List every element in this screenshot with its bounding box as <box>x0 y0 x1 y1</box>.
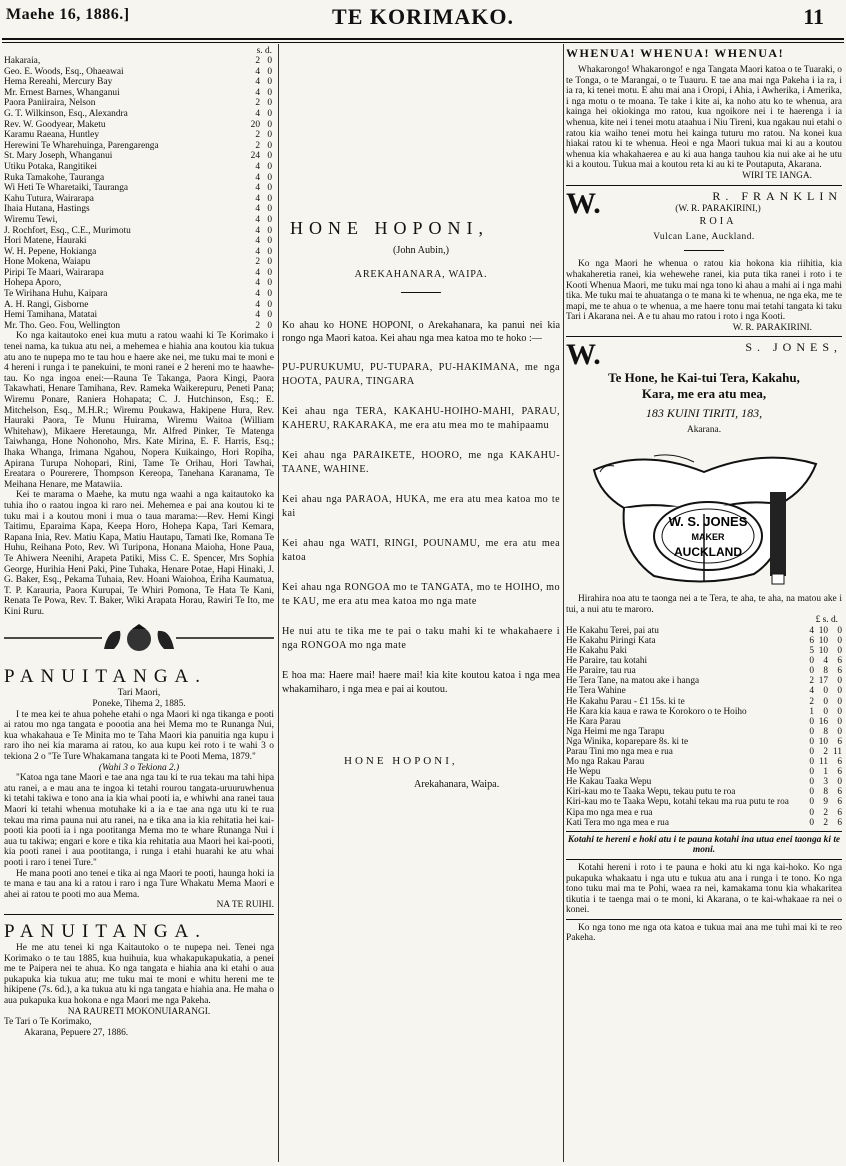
price-item: He Tera Tane, na matou ake i hanga <box>566 676 700 687</box>
pence-value: 0 <box>267 289 272 300</box>
pence-value: 0 <box>267 66 272 77</box>
subscriber-name: A. H. Rangi, Gisborne <box>4 299 89 310</box>
notice-footer-date: Akarana, Pepuere 27, 1886. <box>24 1027 129 1038</box>
subscriber-name: Rev. W. Goodyear, Maketu <box>4 119 106 130</box>
subscriber-name: Karamu Raeana, Huntley <box>4 130 100 141</box>
price-row <box>566 686 842 696</box>
hone-hoponi-sign-name: HONE HOPONI, <box>344 755 458 768</box>
notice-signature: NA RAURETI MOKONUIARANGI. <box>67 1006 211 1017</box>
price-row <box>566 747 842 757</box>
pence-value: 0 <box>267 320 272 331</box>
subscription-col-heads: s. d. <box>256 46 272 56</box>
pence-value: 6 <box>837 666 842 677</box>
pounds-value: 2 <box>809 676 814 687</box>
pence-value: 0 <box>267 140 272 151</box>
price-item: Nga Heimi me nga Tarapu <box>566 726 665 737</box>
shillings-value: 2 <box>823 807 828 818</box>
subscription-row <box>4 321 274 332</box>
price-row <box>566 818 842 828</box>
shillings-value: 4 <box>255 310 260 321</box>
price-item: He Kakahu Parau - £1 15s. ki te <box>566 696 685 707</box>
product-line: Kei ahau nga TERA, KAKAHU-HOIHO-MAHI, PARAU, KAHERU, RAKARAKA, me era atu mea mo te mahipaamu <box>282 406 560 432</box>
price-row <box>566 646 842 656</box>
subscriber-name: Ihaia Hutana, Hastings <box>4 204 90 215</box>
pence-value: 0 <box>267 246 272 257</box>
shillings-value: 4 <box>255 278 260 289</box>
shillings-value: 10 <box>818 736 828 747</box>
saddle-stamp-city: AUCKLAND <box>674 545 742 560</box>
whenua-ad <box>566 46 842 182</box>
price-item: Parau Tini mo nga mea e rua <box>566 746 673 757</box>
pounds-value: 4 <box>809 625 814 636</box>
jones-para: Kotahi hereni i roto i te pauna e hoki atu ki nga kai-hoko. Ko nga pukapuka whakaatu i nga utu e tukua atu ana i runga i te tono. Ko nga tono tuku mai ma te Pohi, waea ra nei, kamakama tonu kia whakaritea tikutia i te taenga mai o te moni, ki Akarana, o te kai-whakaae ra nei o konei. <box>566 862 842 916</box>
shillings-value: 4 <box>255 108 260 119</box>
subscription-list <box>4 56 274 331</box>
price-row <box>566 697 842 707</box>
pence-value: 0 <box>267 299 272 310</box>
column-left <box>4 46 274 1162</box>
pence-value: 0 <box>267 267 272 278</box>
pence-value: 0 <box>837 726 842 737</box>
newspaper-title: TE KORIMAKO. <box>332 4 514 29</box>
shillings-value: 4 <box>255 77 260 88</box>
franklin-body: Ko nga Maori he whenua o ratou kia hokona kia riihitia, kia whakaheretia ranei, kia wehewehe ranei, kia puta tika ranei i roto i te Kooti Whenua Maori, me tuku mai nga tono ki ahau a mahi ai i nga mahi tika. Me tuku mai te ahuatanga o te mana ki te whenua, ne nga eka, me te mapi, me te ahua o te whenua, a me haere tonu mai tetahi tangata ki taku Tari i Akarana nei. A e tu ahau mo ratou i roto i nga Kooti. <box>566 259 842 323</box>
pence-value: 6 <box>837 797 842 808</box>
pounds-value: 0 <box>809 757 814 768</box>
price-item: He Kakahu Paki <box>566 646 627 657</box>
product-line: Kei ahau nga RONGOA mo te TANGATA, mo te HOIHO, mo te KAU, me era atu mea katoa mo nga mate <box>282 582 560 608</box>
shillings-value: 4 <box>255 193 260 204</box>
shillings-value: 0 <box>823 706 828 717</box>
pounds-value: 0 <box>809 726 814 737</box>
shillings-value: 11 <box>819 757 828 768</box>
subscription-row <box>4 278 274 289</box>
shillings-value: 2 <box>823 746 828 757</box>
pence-value: 6 <box>837 787 842 798</box>
pence-value: 0 <box>267 161 272 172</box>
jones-ad <box>566 340 842 944</box>
pounds-value: 0 <box>809 817 814 828</box>
divider <box>401 292 441 293</box>
subscription-row <box>4 310 274 321</box>
subscriber-name: Te Wirihana Huhu, Kaipara <box>4 289 108 300</box>
subscription-row <box>4 88 274 99</box>
pence-value: 6 <box>837 757 842 768</box>
column-divider <box>278 44 279 1162</box>
subscriber-name: Hone Mokena, Waiapu <box>4 257 91 268</box>
price-row <box>566 777 842 787</box>
notice-body: He me atu tenei ki nga Kaitautoko o te nupepa nei. Tenei nga Korimako o te tau 1885, kua huihuia, kua whakapukapukatia, a penei me te Paipera nei te ahua. Ko nga tangata e hiahia ana ki etahi o aua pukapuka kia tukua atu; me tuku mai te moni e whitu hereni me te hikipene (7s. 6d.), a ka tukua atu ki nga tangata e hiahia ana. He maha o aua pukapuka kua hokona e nga Maori me nga Pakeha. <box>4 942 274 1006</box>
product-line: Kei ahau nga WATI, RINGI, POUNAMU, me era atu mea katoa <box>282 538 560 564</box>
subscription-row <box>4 215 274 226</box>
hone-hoponi-closing: E hoa ma: Haere mai! haere mai! kia kite koutou katoa i nga mea whakamiharo, i nga mea e pai ai koutou. <box>282 670 560 696</box>
subscriber-name: Hemi Tamihana, Matatai <box>4 310 98 321</box>
price-row <box>566 656 842 666</box>
column-divider <box>563 44 564 1162</box>
product-line: He nui atu te tika me te pai o taku mahi ki te whakahaere i nga RONGOA mo nga mate <box>282 626 560 652</box>
price-item: Mo nga Rakau Parau <box>566 757 645 768</box>
shillings-value: 2 <box>255 130 260 141</box>
price-row <box>566 767 842 777</box>
panuitanga-notice-1 <box>4 666 274 910</box>
shillings-value: 4 <box>255 87 260 98</box>
subscription-row <box>4 151 274 162</box>
pence-value: 0 <box>837 696 842 707</box>
franklin-ad <box>566 186 842 334</box>
pounds-value: 2 <box>809 696 814 707</box>
franklin-address: Vulcan Lane, Auckland. <box>653 231 755 242</box>
subscription-row <box>4 257 274 268</box>
subscription-row <box>4 289 274 300</box>
pence-value: 0 <box>267 193 272 204</box>
notice-footer: Te Tari o Te Korimako, <box>4 1017 92 1028</box>
subscriber-name: W. H. Pepene, Hokianga <box>4 246 97 257</box>
price-row <box>566 626 842 636</box>
pence-value: 0 <box>267 214 272 225</box>
shillings-value: 3 <box>823 777 828 788</box>
subscriber-name: Wi Heti Te Wharetaiki, Tauranga <box>4 183 129 194</box>
subscriber-name: Utiku Potaka, Rangitikei <box>4 161 97 172</box>
hone-hoponi-subtitle: (John Aubin,) <box>392 245 450 256</box>
notice-closing: He mana pooti ano tenei e tika ai nga Maori te pooti, haunga hoki ia te mana e tau ana ki a ratou i raro i nga Ture Whakatu Mema Maori e ahei ai ratou te pooti mo aua Mema. <box>4 868 274 900</box>
shillings-value: 4 <box>255 289 260 300</box>
shillings-value: 0 <box>823 686 828 697</box>
shillings-value: 8 <box>823 726 828 737</box>
shillings-value: 4 <box>823 656 828 667</box>
price-row <box>566 787 842 797</box>
pounds-value: 5 <box>809 646 814 657</box>
pence-value: 0 <box>267 77 272 88</box>
divider <box>566 831 842 832</box>
jones-city: Akarana. <box>686 425 722 436</box>
notice-body: I te mea kei te ahua pohehe etahi o nga Maori ki nga tikanga e pooti ai ratou mo nga tangata e poootia ana hei Mema mo te Runanga Nui, kua whakahaua e Te Minita mo te Taha Maori kia panuitia nga kupu i raro iho nei kia marama ai ratou, ko aua kupu kei roto i te wahi 3 o tekiona 2 o "Te Ture Whakamana tangata ki te Pooti Mema, 1879." <box>4 709 274 763</box>
hone-hoponi-location: AREKAHANARA, WAIPA. <box>354 268 488 280</box>
subscription-row <box>4 204 274 215</box>
subscription-row <box>4 141 274 152</box>
subscriber-name: G. T. Wilkinson, Esq., Alexandra <box>4 108 128 119</box>
pence-value: 0 <box>267 204 272 215</box>
place-date: Poneke, Tihema 2, 1885. <box>92 699 186 710</box>
shillings-value: 2 <box>255 140 260 151</box>
page-number: 11 <box>803 4 824 29</box>
price-row <box>566 676 842 686</box>
price-item: He Kara Parau <box>566 716 621 727</box>
pence-value: 6 <box>837 817 842 828</box>
divider <box>4 914 274 915</box>
shillings-value: 2 <box>255 320 260 331</box>
subscription-row <box>4 183 274 194</box>
pence-value: 0 <box>267 225 272 236</box>
subscriber-name: Paora Paniiraira, Nelson <box>4 98 96 109</box>
pence-value: 0 <box>837 706 842 717</box>
subscription-row <box>4 98 274 109</box>
pounds-value: 0 <box>809 767 814 778</box>
subscription-row <box>4 173 274 184</box>
subscriber-name: J. Rochfort, Esq., C.E., Murimotu <box>4 225 131 236</box>
pence-value: 0 <box>267 310 272 321</box>
saddle-illustration <box>584 442 824 590</box>
shillings-value: 4 <box>255 214 260 225</box>
shillings-value: 4 <box>255 183 260 194</box>
franklin-aka: (W. R. PARAKIRINI,) <box>675 203 761 214</box>
subscriber-name: Hema Rereahi, Mercury Bay <box>4 77 113 88</box>
pounds-value: 0 <box>809 797 814 808</box>
shillings-value: 4 <box>255 246 260 257</box>
jones-initial: W. <box>566 338 601 372</box>
pence-value: 11 <box>833 746 842 757</box>
product-line: PU-PURUKUMU, PU-TUPARA, PU-HAKIMANA, me nga HOOTA, PAURA, TINGARA <box>282 362 560 388</box>
jones-name: S. JONES, <box>745 340 842 355</box>
pence-value: 0 <box>267 183 272 194</box>
divider <box>566 859 842 860</box>
subscriber-name: Piripi Te Maari, Wairarapa <box>4 267 104 278</box>
price-row <box>566 727 842 737</box>
page-header <box>0 0 846 40</box>
panuitanga-title: PANUITANGA. <box>4 666 208 688</box>
pence-value: 0 <box>267 98 272 109</box>
price-row <box>566 717 842 727</box>
shillings-value: 8 <box>823 787 828 798</box>
saddle-stamp-name: W. S. JONES <box>668 514 748 530</box>
jones-note: Kotahi te hereni e hoki atu i te pauna kotahi ina utua enei taonga ki te moni. <box>567 834 841 856</box>
price-item: He Kakahu Terei, pai atu <box>566 625 659 636</box>
pounds-value: 0 <box>809 777 814 788</box>
pence-value: 0 <box>267 56 272 66</box>
pounds-value: 0 <box>809 787 814 798</box>
subscription-row <box>4 109 274 120</box>
divider <box>566 919 842 920</box>
subscription-row <box>4 77 274 88</box>
shillings-value: 4 <box>255 66 260 77</box>
price-item: Nga Winika, koparepare 8s. ki te <box>566 736 689 747</box>
divider <box>684 250 724 251</box>
price-item: He Kakau Taaka Wepu <box>566 777 652 788</box>
hone-hoponi-intro: Ko ahau ko HONE HOPONI, o Arekahanara, ka panui nei kia rongo nga Maori katoa. Kei ahau nga mea katoa mo te hoko :— <box>282 320 560 345</box>
shillings-value: 4 <box>255 267 260 278</box>
subscription-row <box>4 194 274 205</box>
price-item: Kipa mo nga mea e rua <box>566 807 653 818</box>
subscription-row <box>4 247 274 258</box>
royal-arms-ornament <box>4 623 274 653</box>
notice-signature: NA TE RUIHI. <box>216 900 274 911</box>
pence-value: 0 <box>267 257 272 268</box>
whenua-title: WHENUA! WHENUA! WHENUA! <box>566 46 785 60</box>
hone-hoponi-items <box>282 361 560 653</box>
hone-hoponi-sign-place: Arekahanara, Waipa. <box>414 779 500 791</box>
section-ref: (Wahi 3 o Tekiona 2.) <box>98 762 180 773</box>
shillings-value: 4 <box>255 204 260 215</box>
pence-value: 0 <box>267 278 272 289</box>
subscriber-name: Geo. E. Woods, Esq., Ohaeawai <box>4 66 124 77</box>
panuitanga-notice-2 <box>4 921 274 1038</box>
shillings-value: 0 <box>823 696 828 707</box>
price-col-heads: £ s. d. <box>815 615 838 626</box>
pounds-value: 0 <box>809 746 814 757</box>
subscription-row <box>4 120 274 131</box>
subscription-row <box>4 300 274 311</box>
pounds-value: 0 <box>809 666 814 677</box>
shillings-value: 4 <box>255 225 260 236</box>
shillings-value: 9 <box>823 797 828 808</box>
subscriber-name: Hohepa Aporo, <box>4 278 62 289</box>
whenua-signature: WIRI TE IANGA. <box>742 170 812 181</box>
office-greeting: Tari Maori, <box>117 688 161 699</box>
price-row <box>566 757 842 767</box>
price-row <box>566 808 842 818</box>
pence-value: 6 <box>837 767 842 778</box>
pounds-value: 0 <box>809 656 814 667</box>
shillings-value: 2 <box>255 98 260 109</box>
subscription-row <box>4 236 274 247</box>
price-item: Kati Tera mo nga mea e rua <box>566 817 669 828</box>
shillings-value: 17 <box>818 676 828 687</box>
subscriber-name: Ruka Tamakohe, Tauranga <box>4 172 105 183</box>
shillings-value: 24 <box>250 151 260 162</box>
pounds-value: 1 <box>809 706 814 717</box>
subscriber-name: Wiremu Tewi, <box>4 214 58 225</box>
price-item: He Paraire, tau rua <box>566 666 636 677</box>
pence-value: 0 <box>837 777 842 788</box>
divider <box>566 185 842 186</box>
shillings-value: 16 <box>818 716 828 727</box>
franklin-name: R. FRANKLIN <box>712 188 842 203</box>
pounds-value: 0 <box>809 807 814 818</box>
pence-value: 0 <box>837 676 842 687</box>
product-line: Kei ahau nga PARAIKETE, HOORO, me nga KAKAHU-TAANE, WAHINE. <box>282 450 560 476</box>
pence-value: 0 <box>837 635 842 646</box>
pounds-value: 6 <box>809 635 814 646</box>
pounds-value: 0 <box>809 736 814 747</box>
pence-value: 6 <box>837 656 842 667</box>
subscriber-name: Hori Matene, Hauraki <box>4 236 87 247</box>
pence-value: 0 <box>837 646 842 657</box>
pence-value: 0 <box>267 151 272 162</box>
whenua-body: Whakarongo! Whakarongo! e nga Tangata Maori katoa o te Tuaraki, o te Tonga, o te Marangai, o te Tuauru. E tae ana mai nga Pakeha i ia ra, i ia ra, ki tenei motu. E ahu mai ana i Oropi, i Ahia, i Awherika, i Amerika, i nga motu o te moana. Te take i kite ai, ka noho atu ko te whenua, ara kainga hei okiokinga mo ratou, kua ngoikore nei i te haerenga i ia whenua, kite nei i tenei motu ataahua i Niu Tireni, kua ngakau nui etahi o ratou kia waiho tenei motu hei kainga tuturu mo ratou. Na konei kua hiakai ratou ki te whenua. Heoi e nga Maori tukua mai ki au a koutou whenua kia whakahaerea e au ki aua hanga tauhou kia nui ake ai he utu ki a koutou. Tukua mai a koutou reta ki au ki te Poutaputa, Akarana. <box>566 65 842 171</box>
price-item: He Kara kia kaua e rawa te Korokoro o te Hoiho <box>566 706 747 717</box>
column-right <box>566 46 842 1162</box>
pence-value: 0 <box>267 87 272 98</box>
price-row <box>566 636 842 646</box>
jones-para-2: Ko nga tono me nga ota katoa e tukua mai ana me tuhi mai ki te reo Pakeha. <box>566 922 842 944</box>
shillings-value: 4 <box>255 161 260 172</box>
shillings-value: 4 <box>255 299 260 310</box>
subscription-row <box>4 226 274 237</box>
subscriber-name: Herewini Te Wharehuinga, Parengarenga <box>4 140 159 151</box>
price-item: He Kakahu Piringi Kata <box>566 635 656 646</box>
price-item: He Paraire, tau kotahi <box>566 656 648 667</box>
price-item: He Tera Wahine <box>566 686 626 697</box>
shillings-value: 4 <box>255 236 260 247</box>
subscription-row <box>4 268 274 279</box>
subscription-row <box>4 162 274 173</box>
subscription-row <box>4 130 274 141</box>
franklin-trade: ROIA <box>699 216 737 228</box>
shillings-value: 20 <box>250 119 260 130</box>
shillings-value: 10 <box>818 625 828 636</box>
header-rule <box>2 38 844 43</box>
panuitanga-title: PANUITANGA. <box>4 920 208 942</box>
subscription-notice: Ko nga kaitautoko enei kua mutu a ratou waahi ki Te Korimako i tenei nama, ka tukua atu nei, a mehemea e hiahia ana koutou kia tukua atu ano te nupepa mo te tau hou e haere ake nei, me tuku mai te moni e 4 hereni i runga i te panekuini, te moni ranei e 2 hereni mo te haawhe-tau. Ko nga ingoa enei:—Rauna Te Takanga, Paora Kingi, Paora Takawhati, Henare Tamihana, Rev. Rameka Waikerepuru, Peneti Pana; Wiremu Ponare, Raniera Hohapata; C. J. Hutchinson, Esq.; E. Mitchelson, Esq., M.H.R.; Wiremu Poukawa, Hakipene Hura, Rev. Hauraki Paora, Te Munu Huirama, Wiremu Waitoa (William Whitehaw), Mikaere Heretaunga, Mr. Alfred Pinker, Te Matenga Taiwhanga, Hone Nohonoho, Mrs. Kate Mirina, E. F. Harris, Esq.; Ihaka Whanga, Irimana Ngahou, Nopera Kuikaingo, Hori Ropiha, Apirana Turupa Nohopari, Rini, Tame Te Orihau, Hori Tawhai, Ereatara o Pourerere, Thompson Kereopa, Tanehana Karanama, Te Meihana Henare, me Matawiia. <box>4 331 274 490</box>
pence-value: 0 <box>267 130 272 141</box>
pounds-value: 4 <box>809 686 814 697</box>
shillings-value: 4 <box>255 172 260 183</box>
franklin-signature: W. R. PARAKIRINI. <box>732 322 812 333</box>
pence-value: 0 <box>837 716 842 727</box>
pence-value: 0 <box>267 236 272 247</box>
subscription-row <box>4 67 274 78</box>
pence-value: 0 <box>267 108 272 119</box>
subscriber-name: St. Mary Joseph, Whanganui <box>4 151 113 162</box>
price-row <box>566 737 842 747</box>
product-line: Kei ahau nga PARAOA, HUKA, me era atu mea katoa mo te kai <box>282 494 560 520</box>
subscription-notice-2: Kei te marama o Maehe, ka mutu nga waahi a nga kaitautoko ka tuhia iho o raatou ingoa ki raro nei. Mehemea e pai ana koutou ki te tuku mai i a koutou moni i mua o taua marama:—Rev. Hemi Kingi Taitimu, Eparaima Kapa, Keepa Horo, Hohepa Kapa, Tari Kemara, Rapana Inia, Rev. Matiu Kapa, Matiu Hautapu, Tamati Ike, Romana Te Huhu, Reihana Poto, Rev. Wi Turipona, Honana Maioha, Hone Paua, Te Ahiwera Neenihi, Arapeta Patiki, Miss C. E. Spencer, Mrs Sophia George, Hurihia Heni Paki, Pine Tuhaka, Henare Potae, Hapi Hinaki, J. G. Baker, Esq., Pekama Tuhaia, Rev. Hoani Waiohoa, Eriha Kaumatua, T. P. Karauria, Paora Kurupai, Te Whiri Pomona, Te Hata Te Kani, Renata Te Powa, Rev. T. Baker, Wiki Arapata Horau, Rawiri Te Ito, me Kini Ruru. <box>4 490 274 617</box>
pence-value: 6 <box>837 807 842 818</box>
shillings-value: 2 <box>255 257 260 268</box>
price-item: Kiri-kau mo te Taaka Wepu, tekau putu te roa <box>566 787 736 798</box>
column-middle <box>282 218 560 1162</box>
hone-hoponi-title: HONE HOPONI, <box>290 218 489 238</box>
price-row <box>566 797 842 807</box>
shillings-value: 10 <box>818 635 828 646</box>
shillings-value: 2 <box>255 56 260 66</box>
subscriber-name: Mr. Tho. Geo. Fou, Wellington <box>4 320 121 331</box>
pence-value: 0 <box>267 119 272 130</box>
jones-intro: Hirahira noa atu te taonga nei a te Tera, te aha, te aha, na matou ake i tui, a nui atu te maroro. <box>566 594 842 615</box>
pence-value: 6 <box>837 736 842 747</box>
issue-date: Maehe 16, 1886.] <box>6 6 130 23</box>
subscription-row <box>4 56 274 67</box>
pence-value: 0 <box>267 172 272 183</box>
jones-address: 183 KUINI TIRITI, 183, <box>645 406 763 421</box>
franklin-initial: W. <box>566 186 601 220</box>
price-list <box>566 626 842 828</box>
law-quote: "Katoa nga tane Maori e tae ana nga tau ki te rua tekau ma tahi hipa atu ranei, a e mau ana te ingoa ki tetahi rourou tangata-uruuruwhenua ki tetahi takiwa e tono ana ia kia whai pooti ia, e whiwhi ana ranei taua Maori ki tetahi whenua motuhake ki a ia e tae ana nga utu ki te rua tekau ma rima pauna nui atu ranei, na e tika ana ia kia rehitatia hei kai-pooti kia pooti ia i nga pootitanga Mema mo te whare Runanga Nui i aua tu takiwa; engari e kore e tika kia rehitatia aua Maori hei kai-pooti, kia pooti ranei i aua pootitanga, i runga i etahi huarahi ke atu whai pooti i raro i tenei Ture." <box>4 773 274 868</box>
subscriber-name: Hakaraia, <box>4 56 41 66</box>
price-row <box>566 707 842 717</box>
jones-line2: Kara, me era atu mea, <box>641 386 767 402</box>
subscriber-name: Kahu Tutura, Wairarapa <box>4 193 94 204</box>
price-row <box>566 666 842 676</box>
jones-line1: Te Hone, he Kai-tui Tera, Kakahu, <box>608 370 800 386</box>
divider <box>566 336 842 337</box>
shillings-value: 8 <box>823 666 828 677</box>
pence-value: 0 <box>837 686 842 697</box>
price-item: He Wepu <box>566 767 601 778</box>
shillings-value: 2 <box>823 817 828 828</box>
price-item: Kiri-kau mo te Taaka Wepu, kotahi tekau ma rua putu te roa <box>566 797 789 808</box>
shillings-value: 10 <box>818 646 828 657</box>
pence-value: 0 <box>837 625 842 636</box>
shillings-value: 1 <box>823 767 828 778</box>
saddle-stamp-maker: MAKER <box>691 532 725 543</box>
subscriber-name: Mr. Ernest Barnes, Whanganui <box>4 87 120 98</box>
pounds-value: 0 <box>809 716 814 727</box>
